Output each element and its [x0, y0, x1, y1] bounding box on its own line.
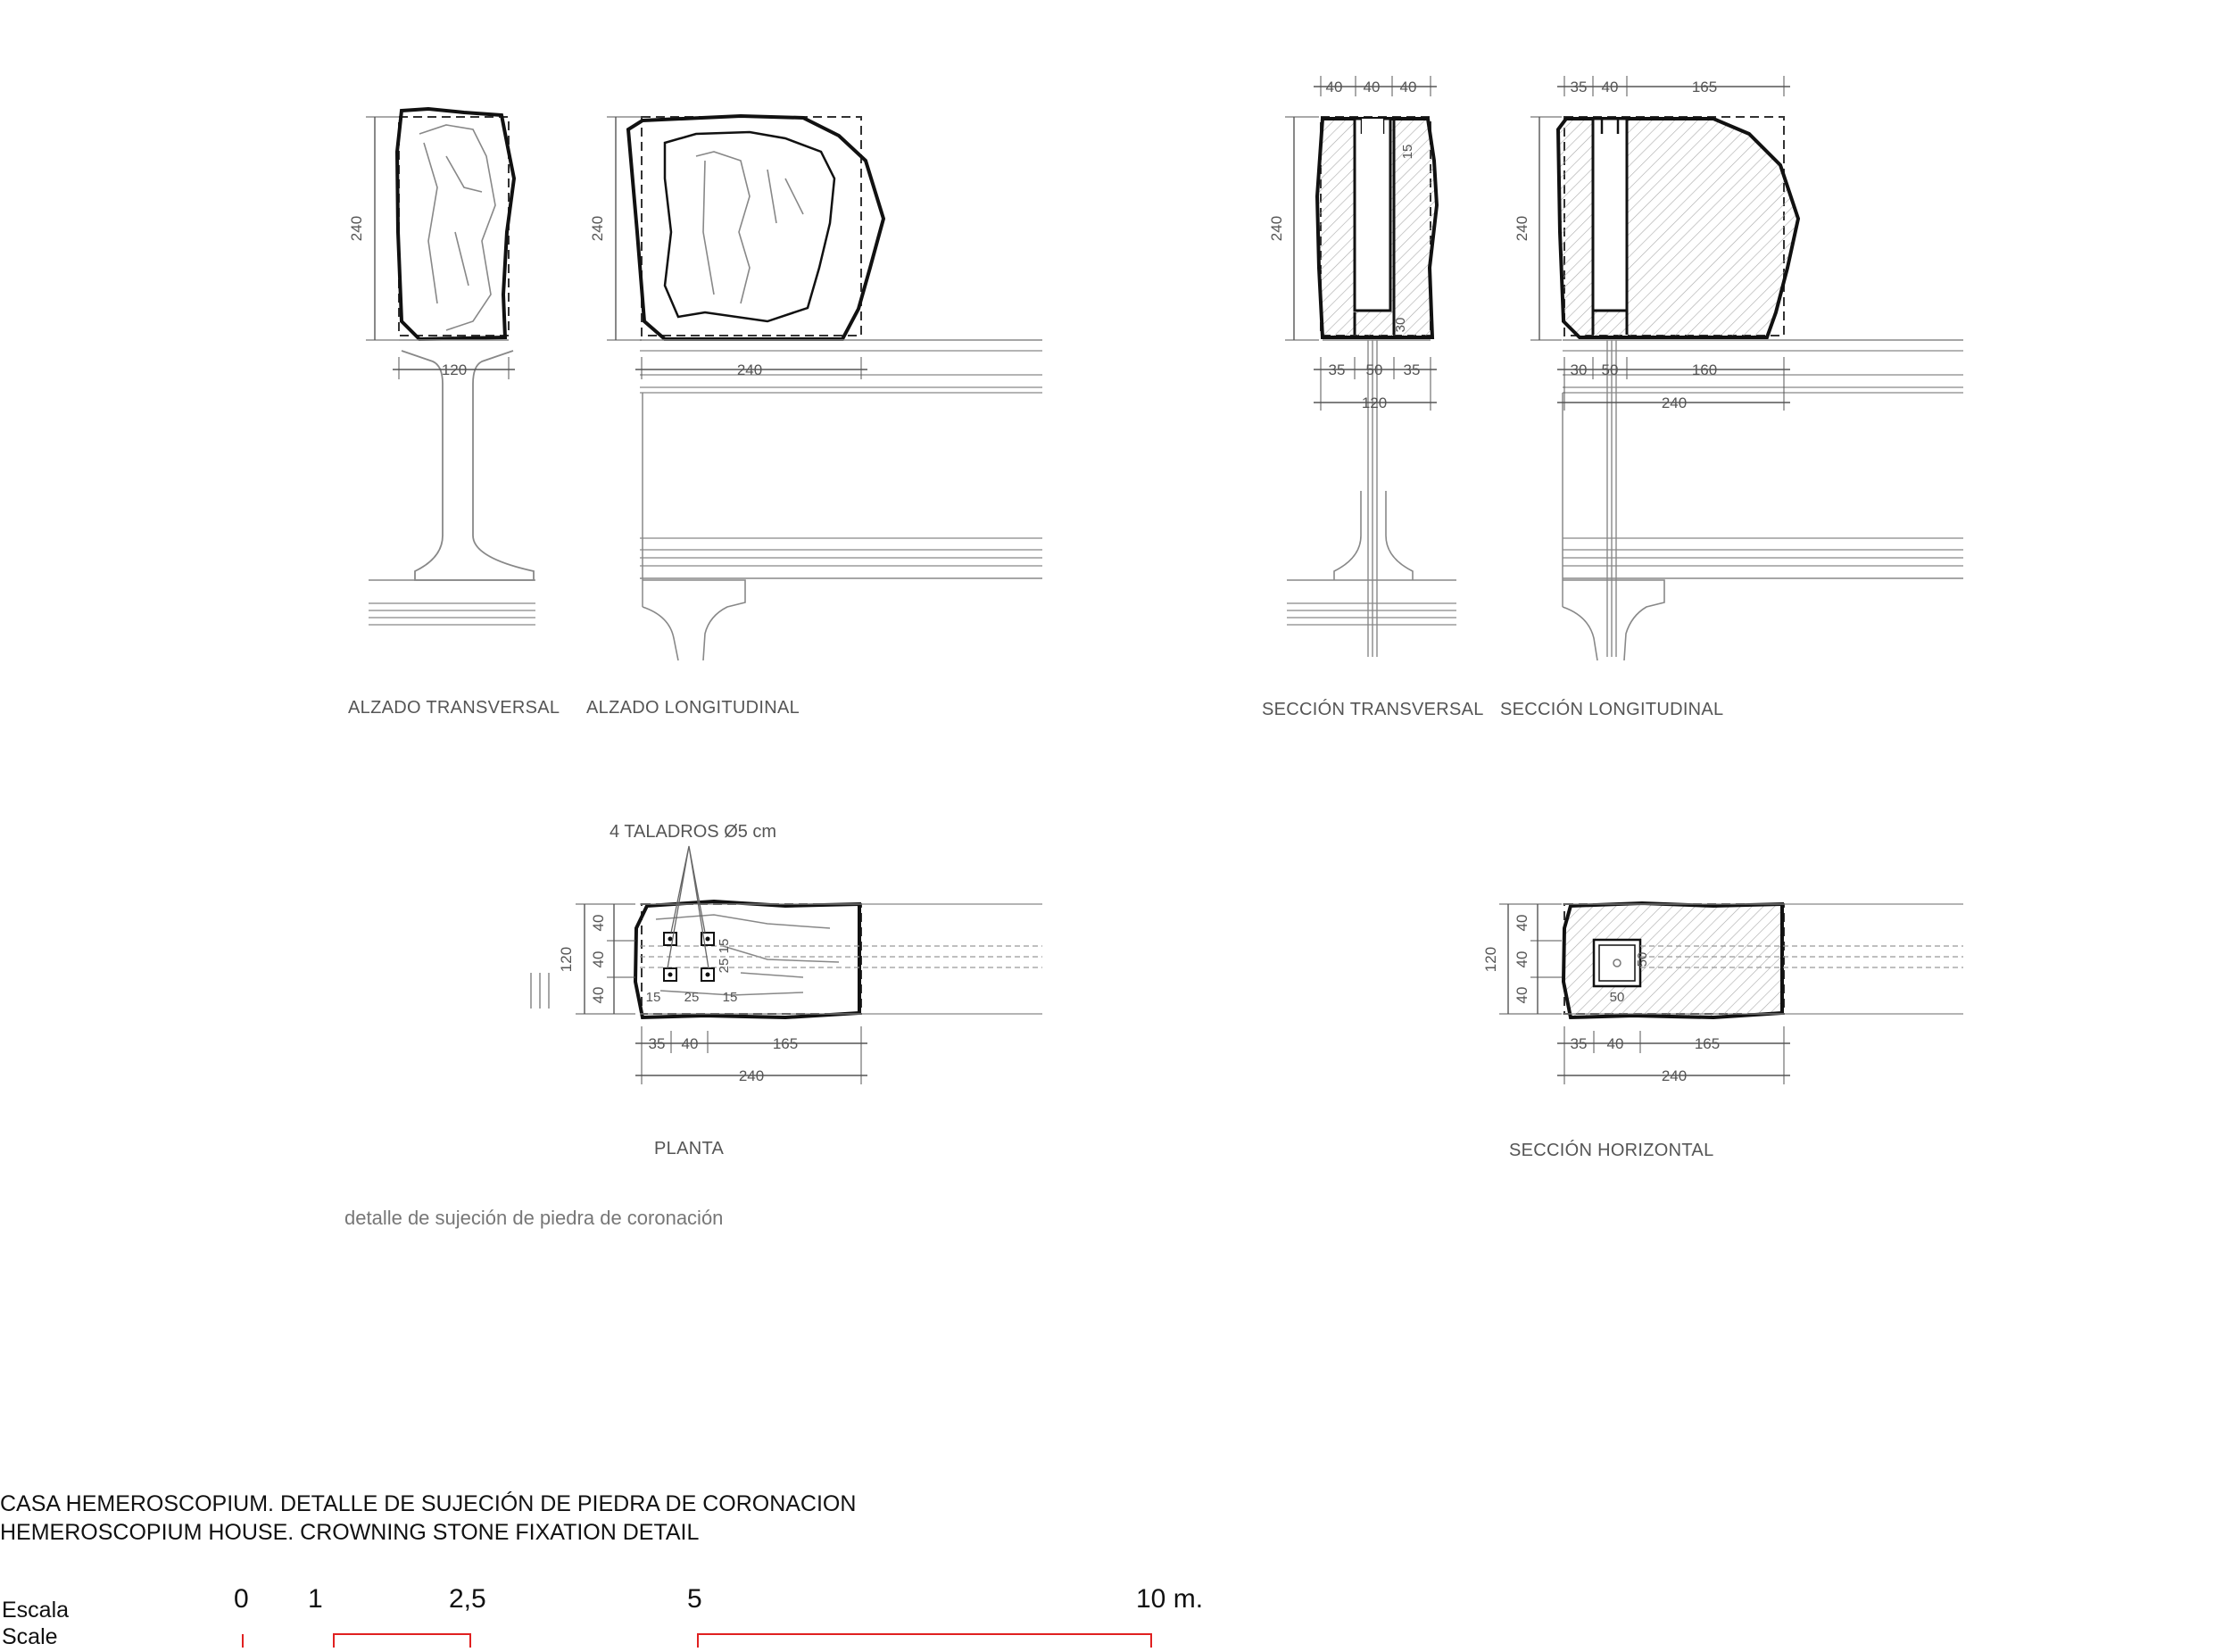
dim-120: 120 [1482, 946, 1499, 973]
scale-label-es: Escala [2, 1598, 70, 1623]
dim-40: 40 [1325, 79, 1343, 95]
scale-tick-0: 0 [234, 1584, 249, 1614]
scale-bar [243, 1634, 1151, 1648]
dim-240: 240 [348, 215, 365, 242]
dim-50: 50 [1365, 361, 1383, 378]
seccion-longitudinal-view [1514, 76, 1963, 660]
scale-label-en: Scale [2, 1624, 58, 1649]
alzado-transversal-view [348, 109, 535, 625]
dim-35: 35 [1570, 1035, 1588, 1052]
beam-profile [402, 351, 534, 580]
dim-240: 240 [589, 215, 606, 242]
dim-50: 50 [1635, 951, 1650, 967]
dim-15: 15 [1400, 144, 1415, 160]
dim-40: 40 [1601, 79, 1619, 95]
drill-slot [1593, 119, 1627, 311]
dim-40: 40 [1514, 986, 1530, 1004]
dim-40: 40 [1363, 79, 1381, 95]
dim-120: 120 [558, 946, 575, 973]
scale-tick-2-5: 2,5 [449, 1584, 486, 1614]
seccion-horizontal-view [1482, 903, 1963, 1084]
dim-40: 40 [590, 986, 607, 1004]
dim-120: 120 [441, 361, 468, 378]
dim-40: 40 [1606, 1035, 1624, 1052]
dim-35: 35 [1403, 361, 1421, 378]
scale-tick-10: 10 m. [1136, 1584, 1204, 1614]
dim-15: 15 [645, 990, 661, 1005]
seccion-transversal-view [1268, 76, 1456, 657]
dim-120: 120 [1361, 394, 1388, 411]
dim-240: 240 [1661, 1067, 1688, 1084]
dim-40: 40 [590, 951, 607, 968]
label-alzado-longitudinal: ALZADO LONGITUDINAL [586, 698, 800, 718]
scale-tick-1: 1 [308, 1584, 323, 1614]
dim-240: 240 [736, 361, 763, 378]
stone-outline [397, 109, 514, 339]
dim-165: 165 [772, 1035, 799, 1052]
dim-35: 35 [1328, 361, 1346, 378]
dim-25: 25 [684, 990, 700, 1005]
drill-callout: 4 TALADROS Ø5 cm [610, 822, 777, 842]
detail-note: detalle de sujeción de piedra de coronación [344, 1207, 724, 1229]
anchor-socket [1594, 940, 1640, 986]
dim-165: 165 [1694, 1035, 1721, 1052]
dim-40: 40 [681, 1035, 699, 1052]
title-english: HEMEROSCOPIUM HOUSE. CROWNING STONE FIXATION DETAIL [0, 1520, 700, 1545]
dim-50: 50 [1601, 361, 1619, 378]
label-planta: PLANTA [654, 1139, 725, 1158]
alzado-longitudinal-view [589, 116, 1042, 660]
dim-165: 165 [1691, 79, 1718, 95]
label-seccion-horizontal: SECCIÓN HORIZONTAL [1509, 1141, 1714, 1160]
dim-40: 40 [590, 914, 607, 932]
dim-50: 50 [1609, 990, 1625, 1005]
dim-35: 35 [1570, 79, 1588, 95]
dim-35: 35 [648, 1035, 666, 1052]
dim-240: 240 [1268, 215, 1285, 242]
dim-25: 25 [717, 958, 732, 974]
label-seccion-longitudinal: SECCIÓN LONGITUDINAL [1500, 700, 1724, 719]
scale-tick-5: 5 [687, 1584, 702, 1614]
planta-view [531, 822, 1042, 1084]
dim-40: 40 [1514, 914, 1530, 932]
dim-30: 30 [1570, 361, 1588, 378]
dim-40: 40 [1514, 951, 1530, 968]
dim-240: 240 [1661, 394, 1688, 411]
dim-40: 40 [1399, 79, 1417, 95]
dim-15: 15 [717, 938, 732, 954]
stone-outline [628, 116, 883, 339]
dim-30: 30 [1393, 317, 1408, 333]
label-seccion-transversal: SECCIÓN TRANSVERSAL [1262, 700, 1484, 719]
dim-240: 240 [1514, 215, 1530, 242]
dim-15: 15 [722, 990, 738, 1005]
drill-slot [1355, 119, 1390, 311]
label-alzado-transversal: ALZADO TRANSVERSAL [348, 698, 560, 718]
title-spanish: CASA HEMEROSCOPIUM. DETALLE DE SUJECIÓN DE PIEDRA DE CORONACION [0, 1491, 857, 1516]
dim-240: 240 [738, 1067, 765, 1084]
dim-160: 160 [1691, 361, 1718, 378]
